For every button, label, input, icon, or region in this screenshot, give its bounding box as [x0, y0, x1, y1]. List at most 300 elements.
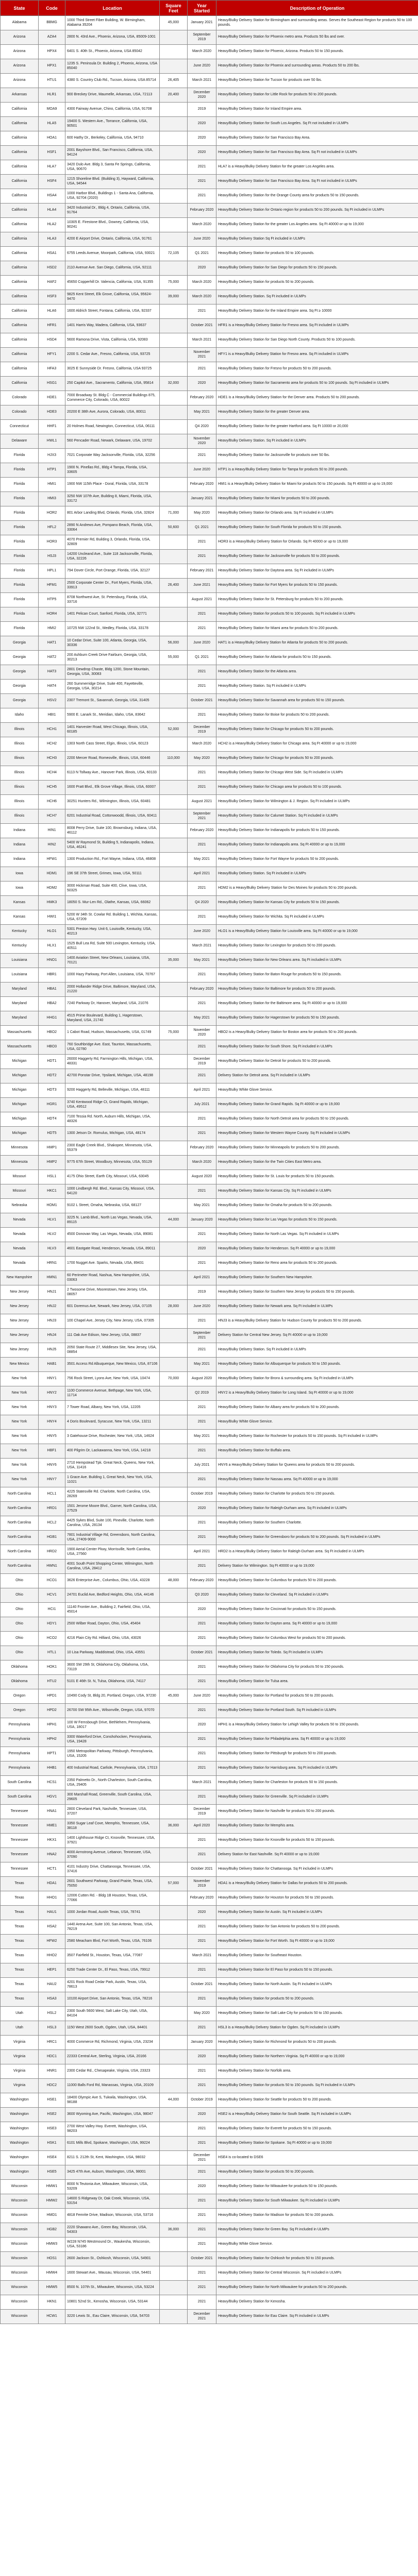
- cell-state: New Jersey: [1, 1314, 39, 1329]
- cell-location: 14600 S Ridgeway Dr, Oak Creek, Wisconsin, USA, 53154: [65, 2194, 160, 2209]
- cell-year-started: 2021: [188, 1314, 216, 1329]
- cell-square-feet: 57,000: [160, 1877, 188, 1891]
- cell-code: HDM2: [39, 882, 65, 896]
- cell-square-feet: [160, 1675, 188, 1689]
- table-row: [1, 1963, 418, 1978]
- table-row: [1, 449, 418, 463]
- cell-year-started: March 2020: [188, 276, 216, 290]
- cell-location: 2050 State Route 27, Middlesex Site, New Jersey, USA, 08854: [65, 1343, 160, 1358]
- cell-year-started: 2020: [188, 1502, 216, 1516]
- cell-state: North Carolina: [1, 1560, 39, 1574]
- cell-code: HAU1: [39, 1906, 65, 1920]
- cell-location: 300 Marshall Road, Greenville, South Carolina, USA, 29605: [65, 1790, 160, 1805]
- cell-year-started: January 2021: [188, 492, 216, 506]
- cell-code: HSF4: [39, 175, 65, 189]
- cell-location: 1215 Shoreline Blvd. (Building 3), Hayward, California, USA, 94544: [65, 175, 160, 189]
- header-state: State: [1, 1, 39, 16]
- cell-state: Washington: [1, 2108, 39, 2122]
- cell-location: 4515 Prime Boulevard, Building 1, Hagerstown, Maryland, USA, 21740: [65, 1011, 160, 1026]
- cell-year-started: Q1 2021: [188, 247, 216, 261]
- table-row: [1, 1026, 418, 1040]
- cell-year-started: February 2020: [188, 982, 216, 997]
- table-row: [1, 1834, 418, 1848]
- cell-square-feet: [160, 781, 188, 795]
- cell-year-started: 2021: [188, 1848, 216, 1862]
- cell-state: Nevada: [1, 1257, 39, 1271]
- cell-square-feet: [160, 59, 188, 74]
- cell-state: Maryland: [1, 1011, 39, 1026]
- table-row: [1, 867, 418, 882]
- cell-square-feet: [160, 1588, 188, 1603]
- cell-square-feet: 72,105: [160, 247, 188, 261]
- cell-year-started: May 2020: [188, 752, 216, 766]
- cell-year-started: 2021: [188, 1401, 216, 1415]
- cell-location: 4201 Rock Road Cedar Park, Austin, Texas, USA, 78613: [65, 1978, 160, 1992]
- cell-description: HAT1 is a Heavy/Bulky Delivery Station for Atlanta for products 50 to 200 pounds.: [216, 636, 418, 651]
- cell-code: HMI2: [39, 622, 65, 636]
- cell-state: Arizona: [1, 74, 39, 88]
- cell-state: California: [1, 333, 39, 348]
- cell-square-feet: [160, 766, 188, 781]
- cell-code: HLO1: [39, 925, 65, 939]
- cell-description: Heavy/Bulky Delivery Station for Chattanooga. Sq Ft included in ULMPs: [216, 1862, 418, 1877]
- cell-location: 1600 Stewart Ave., Wausau, Wisconsin, USA, 54401: [65, 2266, 160, 2281]
- cell-state: Wisconsin: [1, 2281, 39, 2295]
- table-row: [1, 1314, 418, 1329]
- cell-state: California: [1, 362, 39, 377]
- table-row: [1, 1805, 418, 1819]
- table-row: [1, 117, 418, 131]
- cell-state: Florida: [1, 564, 39, 579]
- cell-code: HMK3: [39, 896, 65, 910]
- cell-square-feet: [160, 2252, 188, 2266]
- cell-location: 1400 Lighthouse Ridge Ct, Knoxville, Tennessee, USA, 37921: [65, 1834, 160, 1848]
- cell-code: HHB1: [39, 1761, 65, 1776]
- cell-code: HCT1: [39, 1862, 65, 1877]
- cell-state: Idaho: [1, 708, 39, 723]
- header-location: Location: [65, 1, 160, 16]
- cell-code: HTU1: [39, 74, 65, 88]
- cell-code: HME1: [39, 1819, 65, 1834]
- cell-code: HSE5: [39, 2165, 65, 2180]
- cell-square-feet: [160, 2108, 188, 2122]
- table-row: [1, 2050, 418, 2064]
- cell-year-started: June 2020: [188, 636, 216, 651]
- cell-code: HNR1: [39, 2064, 65, 2079]
- table-row: [1, 1660, 418, 1675]
- cell-description: Heavy/Bulky Delivery Station for Greensboro for products 50 to 200 pounds. Sq Ft included in ULMPs: [216, 1531, 418, 1545]
- table-row: [1, 954, 418, 968]
- table-row: [1, 1083, 418, 1098]
- cell-code: HSL2: [39, 2007, 65, 2021]
- cell-square-feet: [160, 535, 188, 550]
- table-row: [1, 88, 418, 103]
- cell-code: HWL1: [39, 434, 65, 449]
- cell-location: 260 Summerridge Drive, Suite 400, Fayetteville, Georgia, USA, 30214: [65, 680, 160, 694]
- table-row: [1, 853, 418, 867]
- cell-year-started: Q2 2019: [188, 1386, 216, 1401]
- cell-state: Illinois: [1, 809, 39, 824]
- cell-description: Heavy/Bulky Delivery Station for Northern Virginia. Sq Ft 40000 or up to 19,000: [216, 2050, 418, 2064]
- cell-year-started: 2021: [188, 680, 216, 694]
- table-row: [1, 290, 418, 304]
- cell-square-feet: [160, 1083, 188, 1098]
- cell-description: Heavy/Bulky Delivery Station for products 50 to 100 pounds.: [216, 247, 418, 261]
- cell-description: Heavy/Bulky Delivery Station for Phoenix metro area. Products 50 lbs and over.: [216, 30, 418, 45]
- table-row: [1, 824, 418, 838]
- cell-year-started: March 2020: [188, 218, 216, 232]
- cell-code: HLA3: [39, 232, 65, 247]
- cell-state: Nevada: [1, 1242, 39, 1257]
- cell-state: Florida: [1, 607, 39, 622]
- cell-square-feet: [160, 1646, 188, 1660]
- table-row: [1, 146, 418, 160]
- table-row: [1, 1011, 418, 1026]
- cell-year-started: July 2021: [188, 1459, 216, 1473]
- cell-state: New York: [1, 1459, 39, 1473]
- cell-description: HNY6 a Heavy/Bulky Delivery Station for Queens area for products 50 to 200 pounds.: [216, 1459, 418, 1473]
- table-row: [1, 723, 418, 737]
- cell-year-started: 2021: [188, 838, 216, 853]
- cell-year-started: August 2020: [188, 1170, 216, 1184]
- cell-description: Heavy/Bulky Delivery Station Sq Ft included in ULMPs: [216, 232, 418, 247]
- cell-square-feet: [160, 1401, 188, 1415]
- cell-code: HNY3: [39, 1401, 65, 1415]
- cell-location: 1150 West 2600 South, Ogden, Utah, USA, 84401: [65, 2021, 160, 2036]
- table-row: [1, 261, 418, 276]
- cell-location: 9775 67th Street, Woodbury, Minnesota, USA, 55129: [65, 1156, 160, 1170]
- cell-year-started: 2021: [188, 362, 216, 377]
- cell-location: 5101 E 46th St. N, Tulsa, Oklahoma, USA, 74117: [65, 1675, 160, 1689]
- cell-description: Heavy/Bulky Delivery Station for South Los Angeles. Sq Ft not included in ULMPs: [216, 117, 418, 131]
- cell-state: California: [1, 103, 39, 117]
- cell-code: HNY5: [39, 1430, 65, 1444]
- table-row: [1, 1300, 418, 1314]
- cell-location: 1300 Jetson Dr. Romulus, Michigan, USA, 48174: [65, 1127, 160, 1141]
- cell-year-started: 2021: [188, 1415, 216, 1430]
- cell-state: California: [1, 117, 39, 131]
- cell-state: Arizona: [1, 45, 39, 59]
- cell-description: Delivery Station for Wilmington. Sq Ft 40000 or up to 19,000: [216, 1560, 418, 1574]
- table-row: [1, 2165, 418, 2180]
- cell-year-started: 2020: [188, 117, 216, 131]
- cell-description: Heavy/Bulky Delivery Station for Little Rock for products 50 to 200 pounds.: [216, 88, 418, 103]
- cell-year-started: March 2020: [188, 290, 216, 304]
- cell-code: HLR1: [39, 88, 65, 103]
- cell-code: HHG1: [39, 1011, 65, 1026]
- cell-square-feet: 44,000: [160, 2093, 188, 2108]
- cell-square-feet: [160, 463, 188, 478]
- cell-code: HDY1: [39, 1617, 65, 1632]
- cell-description: Heavy/Bulky Delivery Station for Buffalo area.: [216, 1444, 418, 1459]
- table-row: [1, 1257, 418, 1271]
- cell-description: Heavy/Bulky Delivery Station for San Diego North County. Products 50 to 100 pounds.: [216, 333, 418, 348]
- cell-code: HPL1: [39, 564, 65, 579]
- cell-code: HPT1: [39, 1747, 65, 1761]
- cell-year-started: 2021: [188, 1935, 216, 1949]
- cell-description: HLA7 is a Heavy/Bulky Delivery Station for the greater Los Angeles area.: [216, 160, 418, 175]
- cell-description: HSL3 is a Heavy/Bulky Delivery Station for Ogden. Sq Ft included in ULMPs: [216, 2021, 418, 2036]
- cell-location: 3350 Sugar Leaf Cove, Memphis, Tennessee, USA, 38118: [65, 1819, 160, 1834]
- cell-state: Florida: [1, 579, 39, 593]
- cell-year-started: October 2021: [188, 1862, 216, 1877]
- cell-description: Heavy/Bulky Delivery Station for the greater Denver area.: [216, 405, 418, 420]
- table-row: [1, 1848, 418, 1862]
- cell-location: 1700 Nugget Ave. Sparks, Nevada, USA, 89431: [65, 1257, 160, 1271]
- cell-square-feet: 52,000: [160, 723, 188, 737]
- cell-code: HMW5: [39, 2281, 65, 2295]
- table-row: [1, 579, 418, 593]
- cell-square-feet: [160, 882, 188, 896]
- cell-square-feet: [160, 1949, 188, 1963]
- cell-square-feet: [160, 1790, 188, 1805]
- cell-location: 111 Oak Ave Edison, New Jersey, USA, 08837: [65, 1329, 160, 1343]
- cell-code: HDT2: [39, 1069, 65, 1083]
- table-row: [1, 1718, 418, 1733]
- cell-location: 7240 Parkway Dr, Hanover, Maryland, USA, 21076: [65, 997, 160, 1011]
- cell-code: HNY7: [39, 1473, 65, 1487]
- cell-state: Tennessee: [1, 1819, 39, 1834]
- table-row: [1, 1401, 418, 1415]
- cell-state: California: [1, 160, 39, 175]
- cell-square-feet: [160, 2137, 188, 2151]
- cell-description: Delivery Station for Detroit area. Sq Ft included in ULMPs: [216, 1069, 418, 1083]
- cell-square-feet: [160, 131, 188, 146]
- cell-description: Heavy/Bulky Delivery Station for South Shore. Sq Ft included in ULMPs: [216, 1040, 418, 1055]
- cell-code: HLA6: [39, 304, 65, 319]
- table-row: [1, 1906, 418, 1920]
- table-row: [1, 1055, 418, 1069]
- cell-description: HCH2 is a Heavy/Bulky Delivery Station for Chicago area. Sq Ft 40000 or up to 19,000: [216, 737, 418, 752]
- cell-description: Heavy/Bulky Delivery Station for Newark area. Sq Ft included in ULMPs: [216, 1300, 418, 1314]
- table-row: [1, 276, 418, 290]
- cell-state: California: [1, 232, 39, 247]
- cell-location: 1401 Pelican Court, Sanford, Florida, USA, 32771: [65, 607, 160, 622]
- cell-year-started: October 2019: [188, 1487, 216, 1502]
- cell-location: 6101 Mills Blvd, Spokane, Washington, USA, 99224: [65, 2137, 160, 2151]
- cell-location: 2801 Dewdrop Chaste, Bldg 1200, Stone Mountain, Georgia, USA, 30083: [65, 665, 160, 680]
- cell-state: Florida: [1, 550, 39, 564]
- table-row: [1, 1502, 418, 1516]
- cell-code: HIN2: [39, 838, 65, 853]
- cell-year-started: Q3 2020: [188, 1588, 216, 1603]
- cell-code: HMI3: [39, 492, 65, 506]
- cell-state: Texas: [1, 1978, 39, 1992]
- cell-description: Heavy/Bulky Delivery Station for Wichita. Sq Ft included in ULMPs: [216, 910, 418, 925]
- cell-state: North Carolina: [1, 1487, 39, 1502]
- cell-code: HSG1: [39, 377, 65, 391]
- table-row: [1, 1689, 418, 1704]
- cell-square-feet: 36,000: [160, 1819, 188, 1834]
- cell-square-feet: [160, 593, 188, 607]
- cell-year-started: 2021: [188, 1704, 216, 1718]
- cell-code: HSA2: [39, 1920, 65, 1935]
- cell-year-started: 2021: [188, 2295, 216, 2310]
- cell-square-feet: [160, 1112, 188, 1127]
- cell-year-started: 2021: [188, 175, 216, 189]
- cell-square-feet: 75,000: [160, 276, 188, 290]
- cell-code: AZA4: [39, 30, 65, 45]
- cell-year-started: 2021: [188, 607, 216, 622]
- cell-state: Ohio: [1, 1617, 39, 1632]
- cell-description: Heavy/Bulky Delivery Station for the Atlanta area.: [216, 665, 418, 680]
- cell-location: 14200 Uncleand Ave., Suite 118 Jacksonville, Florida, USA, 32226: [65, 550, 160, 564]
- cell-description: Heavy/Bulky Delivery Station for Southern New Jersey for products 50 to 150 pounds.: [216, 1285, 418, 1300]
- cell-state: Illinois: [1, 723, 39, 737]
- table-row: [1, 694, 418, 708]
- cell-location: 10100 Airport Drive, San Antonio, Texas, USA, 78216: [65, 1992, 160, 2007]
- cell-year-started: 2021: [188, 968, 216, 982]
- cell-code: HDT1: [39, 1055, 65, 1069]
- cell-code: HCH3: [39, 752, 65, 766]
- cell-square-feet: 44,000: [160, 1213, 188, 1228]
- cell-square-feet: [160, 2180, 188, 2194]
- cell-code: HSJ3: [39, 550, 65, 564]
- cell-code: HAU2: [39, 1978, 65, 1992]
- cell-state: Virginia: [1, 2079, 39, 2093]
- cell-square-feet: [160, 1098, 188, 1112]
- cell-location: 1400 Aviation Street, New Orleans, Louisiana, USA, 70121: [65, 954, 160, 968]
- cell-location: 3 Gatehouse Drive, Rochester, New York, USA, 14624: [65, 1430, 160, 1444]
- cell-year-started: December 2019: [188, 723, 216, 737]
- table-row: [1, 2223, 418, 2238]
- cell-square-feet: [160, 1963, 188, 1978]
- cell-code: HGV1: [39, 1790, 65, 1805]
- cell-year-started: 2021: [188, 1069, 216, 1083]
- cell-description: Heavy/Bulky Delivery Station for Albany area for products 50 to 200 pounds.: [216, 1401, 418, 1415]
- table-row: [1, 1949, 418, 1963]
- cell-square-feet: [160, 1516, 188, 1531]
- cell-location: 3225 N. Lamb Blvd., North Las Vegas, Nevada, USA, 89115: [65, 1213, 160, 1228]
- cell-description: HSE4 is co-located to DSE6: [216, 2151, 418, 2165]
- cell-square-feet: [160, 2036, 188, 2050]
- cell-state: New York: [1, 1430, 39, 1444]
- cell-state: California: [1, 146, 39, 160]
- cell-location: 2000 Hollander Ridge Drive, Baltimore, Maryland, USA, 21220: [65, 982, 160, 997]
- cell-code: HRD2: [39, 1545, 65, 1560]
- table-row: [1, 103, 418, 117]
- cell-square-feet: 48,000: [160, 1574, 188, 1588]
- cell-state: Texas: [1, 1935, 39, 1949]
- cell-year-started: August 2021: [188, 795, 216, 809]
- cell-state: Utah: [1, 2021, 39, 2036]
- cell-code: HSE2: [39, 2108, 65, 2122]
- cell-state: Alabama: [1, 16, 39, 30]
- cell-code: HOR4: [39, 607, 65, 622]
- cell-square-feet: 35,000: [160, 954, 188, 968]
- cell-state: Texas: [1, 1906, 39, 1920]
- cell-year-started: May 2021: [188, 853, 216, 867]
- cell-description: Heavy/Bulky Delivery Station for San Francisco Bay Area. Sq Ft not included in ULMPs: [216, 146, 418, 160]
- cell-square-feet: [160, 1444, 188, 1459]
- cell-code: HFW1: [39, 853, 65, 867]
- cell-location: 2200 Mercer Road, Romeoville, Illinois, USA, 60446: [65, 752, 160, 766]
- cell-code: HNJ3: [39, 1314, 65, 1329]
- cell-code: HKC1: [39, 1184, 65, 1199]
- cell-description: Heavy/Bulky Delivery Station for San Francisco Bay Area. Sq Ft not included in ULMPs: [216, 175, 418, 189]
- cell-location: 1900 N. Pinellas Rd., Bldg 4 Tampa, Florida, USA, 33605: [65, 463, 160, 478]
- cell-square-feet: [160, 1314, 188, 1329]
- cell-square-feet: [160, 1199, 188, 1213]
- cell-description: Heavy/Bulky Delivery Station. Sq Ft included in ULMPs: [216, 867, 418, 882]
- cell-code: HCV1: [39, 1588, 65, 1603]
- cell-location: W228 N745 Westmound Dr., Waukesha, Wisconsin, USA, 53186: [65, 2238, 160, 2252]
- cell-code: HNJ4: [39, 1329, 65, 1343]
- cell-description: Heavy/Bulky Delivery Station for Tucson for products over 50 lbs.: [216, 74, 418, 88]
- cell-location: 2601 Southwest Parkway, Grand Prairie, Texas, USA, 75050: [65, 1877, 160, 1891]
- cell-state: New York: [1, 1372, 39, 1386]
- cell-square-feet: 75,000: [160, 1026, 188, 1040]
- cell-square-feet: [160, 1069, 188, 1083]
- cell-description: HDA1 is a Heavy/Bulky Delivery Station for Dallas for products 50 to 200 pounds.: [216, 1877, 418, 1891]
- cell-year-started: May 2021: [188, 405, 216, 420]
- cell-square-feet: [160, 2079, 188, 2093]
- table-row: [1, 1156, 418, 1170]
- cell-state: New York: [1, 1444, 39, 1459]
- table-row: [1, 968, 418, 982]
- table-row: [1, 1271, 418, 1285]
- cell-square-feet: [160, 665, 188, 680]
- cell-year-started: 2021: [188, 1632, 216, 1646]
- cell-location: 4000 Armstrong Avenue, Lebanon, Tennessee, USA, 37090: [65, 1848, 160, 1862]
- cell-state: New Hampshire: [1, 1271, 39, 1285]
- cell-location: 1401 Harris Way, Madera, California, USA, 93637: [65, 319, 160, 333]
- table-row: [1, 781, 418, 795]
- cell-square-feet: 70,000: [160, 1372, 188, 1386]
- cell-description: HMI1 is a Heavy/Bulky Delivery Station for Miami for products 50 to 150 pounds. Sq Ft 40000 or up to 19,000: [216, 478, 418, 492]
- table-row: [1, 1516, 418, 1531]
- cell-year-started: 2021: [188, 535, 216, 550]
- cell-state: Florida: [1, 521, 39, 535]
- cell-year-started: 2021: [188, 766, 216, 781]
- cell-square-feet: [160, 1545, 188, 1560]
- cell-description: Heavy/Bulky Delivery Station for San Diego for products 50 to 150 pounds.: [216, 261, 418, 276]
- cell-code: HLV2: [39, 1228, 65, 1242]
- cell-description: Heavy/Bulky Delivery Station for Fort Wayne for products 50 to 200 pounds.: [216, 853, 418, 867]
- cell-year-started: 2021: [188, 1343, 216, 1358]
- cell-description: Heavy/Bulky Delivery Station for Reno area for products 50 to 200 pounds.: [216, 1257, 418, 1271]
- table-row: [1, 2295, 418, 2310]
- cell-location: 1 Grace Ave. Building 1, Great Neck, New York, USA, 11021: [65, 1473, 160, 1487]
- cell-state: Pennsylvania: [1, 1761, 39, 1776]
- cell-description: Heavy/Bulky Delivery Station for Indianapolis area. Sq Ft 40000 or up to 19,000: [216, 838, 418, 853]
- cell-state: California: [1, 261, 39, 276]
- cell-location: 10801 52nd St., Kenosha, Wisconsin, USA, 53144: [65, 2295, 160, 2310]
- cell-code: HMP2: [39, 1156, 65, 1170]
- cell-square-feet: [160, 1776, 188, 1790]
- cell-code: HSF1: [39, 146, 65, 160]
- cell-code: HAF2: [39, 276, 65, 290]
- cell-year-started: 2020: [188, 146, 216, 160]
- cell-location: 1525 Bull Lea Rd, Suite 500 Lexington, Kentucky, USA, 40511: [65, 939, 160, 954]
- cell-location: 2600 Jackson St., Oshkosh, Wisconsin, USA, 54901: [65, 2252, 160, 2266]
- table-row: [1, 2194, 418, 2209]
- cell-code: HEP1: [39, 1963, 65, 1978]
- cell-location: 2300 Cedar Rd., Chesapeake, Virginia, USA, 23323: [65, 2064, 160, 2079]
- cell-location: 4175 Ohio Street, Earth City, Missouri, USA, 63045: [65, 1170, 160, 1184]
- cell-description: Heavy/Bulky Delivery Station for Indianapolis for products 50 to 150 pounds.: [216, 824, 418, 838]
- cell-year-started: June 2021: [188, 579, 216, 593]
- cell-year-started: June 2020: [188, 232, 216, 247]
- cell-state: Ohio: [1, 1603, 39, 1617]
- cell-year-started: February 2020: [188, 1891, 216, 1906]
- cell-year-started: 2021: [188, 1516, 216, 1531]
- cell-code: HPH2: [39, 1733, 65, 1747]
- cell-description: Heavy/Bulky Delivery Station for Hagerstown for products 50 to 150 pounds.: [216, 1011, 418, 1026]
- cell-location: 3000 Hickman Road, Suite 400, Clive, Iowa, USA, 50325: [65, 882, 160, 896]
- cell-year-started: 2021: [188, 2079, 216, 2093]
- header-code: Code: [39, 1, 65, 16]
